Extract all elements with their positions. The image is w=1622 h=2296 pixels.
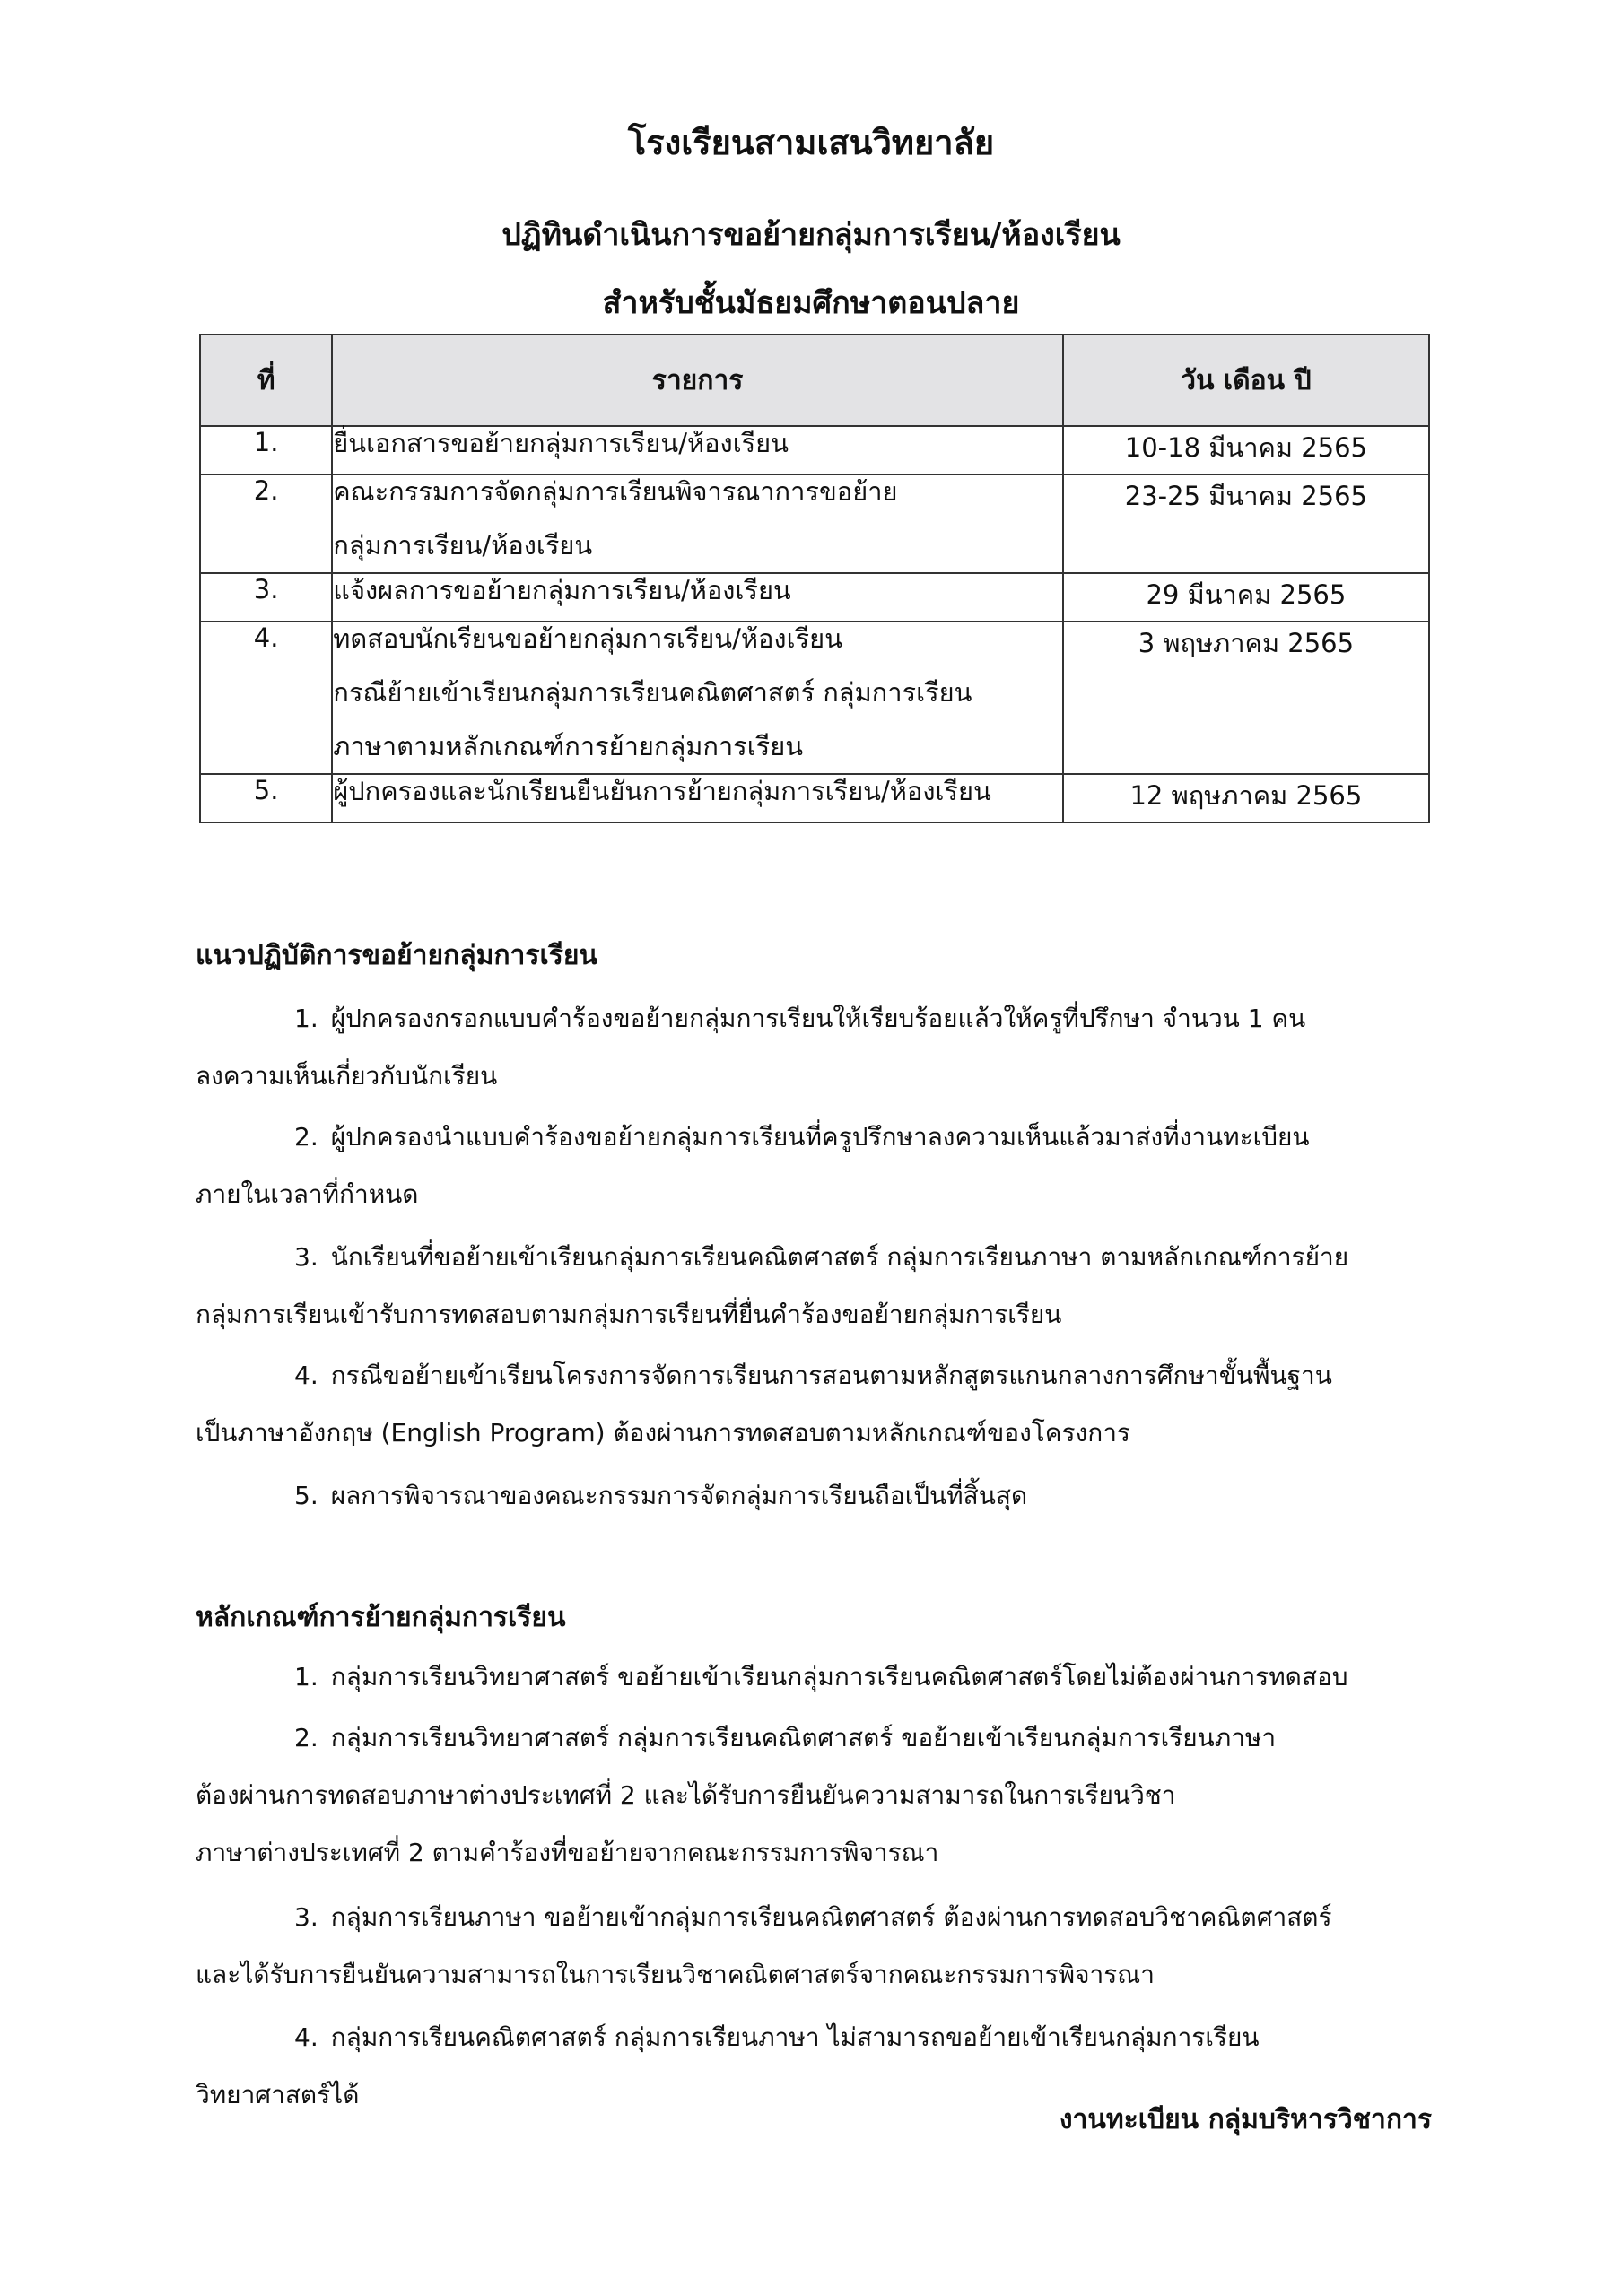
- table-row: [200, 622, 1429, 774]
- guideline-item: [196, 1229, 1432, 1344]
- criteria-text: กลุ่มการเรียนวิทยาศาสตร์ กลุ่มการเรียนคณิตศาสตร์ ขอย้ายเข้าเรียนกลุ่มการเรียนภาษา: [330, 1723, 1277, 1752]
- column-header-date: วัน เดือน ปี: [1063, 335, 1429, 426]
- criteria-item: [196, 1648, 1432, 1706]
- criteria-number: 2.: [294, 1723, 318, 1752]
- guideline-continuation: เป็นภาษาอังกฤษ (English Program) ต้องผ่านการทดสอบตามหลักเกณฑ์ของโครงการ: [196, 1418, 1130, 1448]
- criteria-continuation: วิทยาศาสตร์ได้: [196, 2080, 360, 2109]
- row-date: 23-25 มีนาคม 2565: [1063, 474, 1429, 573]
- row-item-line: ทดสอบนักเรียนขอย้ายกลุ่มการเรียน/ห้องเรียน: [333, 623, 842, 654]
- guideline-text: ผลการพิจารณาของคณะกรรมการจัดกลุ่มการเรียนถือเป็นที่สิ้นสุด: [330, 1481, 1028, 1510]
- row-number: 2.: [200, 474, 332, 573]
- row-item-line: ภาษาตามหลักเกณฑ์การย้ายกลุ่มการเรียน: [333, 731, 804, 761]
- guideline-continuation: ลงความเห็นเกี่ยวกับนักเรียน: [196, 1061, 498, 1091]
- criteria-text: กลุ่มการเรียนภาษา ขอย้ายเข้ากลุ่มการเรียนคณิตศาสตร์ ต้องผ่านการทดสอบวิชาคณิตศาสตร์: [330, 1902, 1332, 1932]
- row-number: 4.: [200, 622, 332, 774]
- guideline-number: 2.: [294, 1122, 318, 1152]
- row-item-line: ผู้ปกครองและนักเรียนยืนยันการย้ายกลุ่มการเรียน/ห้องเรียน: [333, 776, 991, 806]
- guideline-item: [196, 1347, 1432, 1462]
- row-date: 29 มีนาคม 2565: [1063, 573, 1429, 622]
- criteria-continuation: ภาษาต่างประเทศที่ 2 ตามคำร้องที่ขอย้ายจากคณะกรรมการพิจารณา: [196, 1838, 939, 1867]
- table-row: [200, 774, 1429, 822]
- row-item: [332, 474, 1063, 573]
- row-item-line: แจ้งผลการขอย้ายกลุ่มการเรียน/ห้องเรียน: [333, 575, 791, 605]
- guideline-number: 1.: [294, 1004, 318, 1033]
- row-date: 10-18 มีนาคม 2565: [1063, 426, 1429, 474]
- guideline-text: กรณีขอย้ายเข้าเรียนโครงการจัดการเรียนการสอนตามหลักสูตรแกนกลางการศึกษาขั้นพื้นฐาน: [330, 1361, 1332, 1390]
- schedule-table: [199, 334, 1430, 823]
- guideline-text: นักเรียนที่ขอย้ายเข้าเรียนกลุ่มการเรียนคณิตศาสตร์ กลุ่มการเรียนภาษา ตามหลักเกณฑ์การย้าย: [330, 1242, 1349, 1272]
- row-item-line: ยื่นเอกสารขอย้ายกลุ่มการเรียน/ห้องเรียน: [333, 428, 789, 458]
- row-number: 5.: [200, 774, 332, 822]
- guideline-continuation: กลุ่มการเรียนเข้ารับการทดสอบตามกลุ่มการเรียนที่ยื่นคำร้องขอย้ายกลุ่มการเรียน: [196, 1300, 1062, 1329]
- guideline-number: 4.: [294, 1361, 318, 1390]
- column-header-no: ที่: [200, 335, 332, 426]
- guideline-item: [196, 990, 1432, 1105]
- guideline-number: 5.: [294, 1481, 318, 1510]
- guideline-text: ผู้ปกครองกรอกแบบคำร้องขอย้ายกลุ่มการเรียนให้เรียบร้อยแล้วให้ครูที่ปรึกษา จำนวน 1 คน: [330, 1004, 1306, 1033]
- table-row: [200, 474, 1429, 573]
- row-item: [332, 622, 1063, 774]
- criteria-number: 3.: [294, 1902, 318, 1932]
- school-name: โรงเรียนสามเสนวิทยาลัย: [627, 123, 995, 162]
- criteria-text: กลุ่มการเรียนวิทยาศาสตร์ ขอย้ายเข้าเรียนกลุ่มการเรียนคณิตศาสตร์โดยไม่ต้องผ่านการทดสอบ: [330, 1662, 1348, 1692]
- guideline-number: 3.: [294, 1242, 318, 1272]
- criteria-item: [196, 1889, 1432, 2004]
- guideline-continuation: ภายในเวลาที่กำหนด: [196, 1179, 419, 1209]
- guidelines-heading: แนวปฏิบัติการขอย้ายกลุ่มการเรียน: [196, 940, 597, 971]
- guideline-text: ผู้ปกครองนำแบบคำร้องขอย้ายกลุ่มการเรียนที่ครูปรึกษาลงความเห็นแล้วมาส่งที่งานทะเบียน: [330, 1122, 1310, 1152]
- criteria-number: 4.: [294, 2022, 318, 2052]
- criteria-continuation: และได้รับการยืนยันความสามารถในการเรียนวิชาคณิตศาสตร์จากคณะกรรมการพิจารณา: [196, 1960, 1155, 1989]
- table-header-row: [200, 335, 1429, 426]
- column-header-item: รายการ: [332, 335, 1063, 426]
- criteria-continuation: ต้องผ่านการทดสอบภาษาต่างประเทศที่ 2 และได้รับการยืนยันความสามารถในการเรียนวิชา: [196, 1780, 1176, 1810]
- guideline-item: [196, 1467, 1432, 1525]
- criteria-heading: หลักเกณฑ์การย้ายกลุ่มการเรียน: [196, 1602, 566, 1633]
- row-item-line: กรณีย้ายเข้าเรียนกลุ่มการเรียนคณิตศาสตร์ กลุ่มการเรียน: [333, 677, 972, 708]
- criteria-number: 1.: [294, 1662, 318, 1692]
- document-subtitle: สำหรับชั้นมัธยมศึกษาตอนปลาย: [602, 285, 1020, 321]
- criteria-item: [196, 1709, 1432, 1882]
- guideline-item: [196, 1109, 1432, 1223]
- document-title: ปฏิทินดำเนินการขอย้ายกลุ่มการเรียน/ห้องเรียน: [501, 217, 1121, 253]
- row-number: 1.: [200, 426, 332, 474]
- row-item-line: กลุ่มการเรียน/ห้องเรียน: [333, 530, 593, 561]
- criteria-text: กลุ่มการเรียนคณิตศาสตร์ กลุ่มการเรียนภาษา ไม่สามารถขอย้ายเข้าเรียนกลุ่มการเรียน: [330, 2022, 1260, 2052]
- row-date: 12 พฤษภาคม 2565: [1063, 774, 1429, 822]
- row-item-line: คณะกรรมการจัดกลุ่มการเรียนพิจารณาการขอย้าย: [333, 476, 898, 507]
- row-item: [332, 774, 1063, 822]
- signature-line: งานทะเบียน กลุ่มบริหารวิชาการ: [1059, 2104, 1432, 2135]
- row-date: 3 พฤษภาคม 2565: [1063, 622, 1429, 774]
- row-number: 3.: [200, 573, 332, 622]
